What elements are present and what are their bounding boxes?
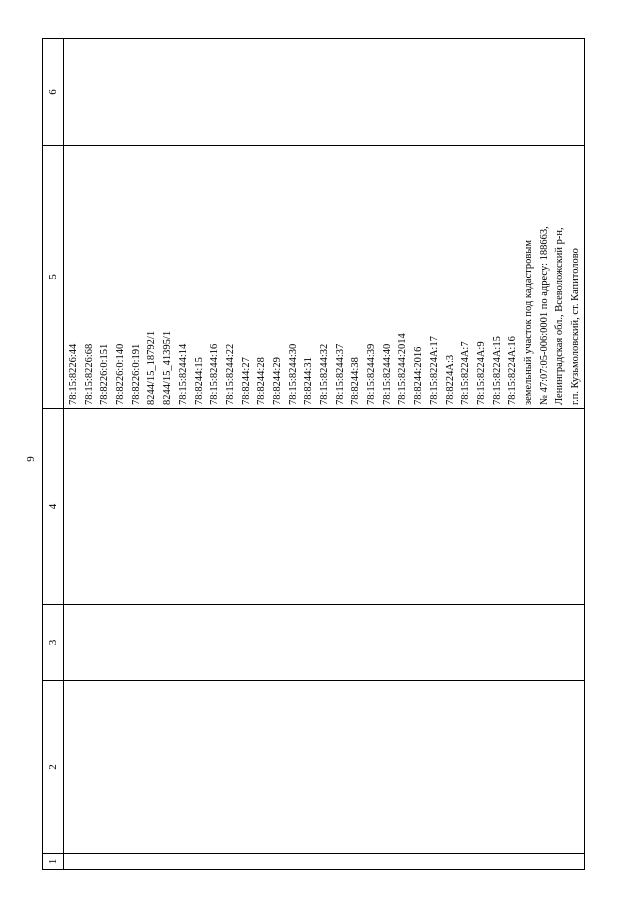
- list-item: 78:15:8224A:9: [475, 341, 487, 405]
- data-table: [42, 38, 585, 870]
- list-item: № 47:07:05-006:0001 по адресу: 188663,: [538, 226, 550, 405]
- list-item: 78:8226:0:151: [99, 343, 111, 405]
- list-item: 78:15:8244:14: [177, 343, 189, 405]
- list-item: 78:15:8224A:16: [507, 336, 519, 405]
- list-item: 78:15:8244:40: [381, 343, 393, 405]
- list-item: Ленинградская обл., Всеволожский р-н,: [554, 227, 566, 405]
- list-item: 78:8244:15: [193, 357, 205, 405]
- page-number: 9: [25, 456, 37, 462]
- list-item: 78:8224A:3: [444, 354, 456, 405]
- list-item: 78:8244:29: [271, 357, 283, 405]
- list-item: 78:8244:27: [240, 357, 252, 405]
- list-item: 78:8244:38: [350, 357, 362, 405]
- column-number-1: 1: [43, 854, 64, 870]
- list-item: г.п. Кузьмоловский, ст. Капитолово: [570, 248, 581, 405]
- list-item: 78:8226:0:140: [115, 343, 127, 405]
- list-item: 78:8244:28: [256, 357, 268, 405]
- cell-col-2: [64, 681, 585, 854]
- column-number-3: 3: [43, 605, 64, 681]
- cell-col-6: [64, 39, 585, 146]
- list-item: 78:15:8226:68: [83, 343, 95, 405]
- column-number-4: 4: [43, 409, 64, 605]
- list-item: 78:15:8244:22: [224, 343, 236, 405]
- cadastral-list: [64, 146, 584, 408]
- list-item: 78:15:8224A:15: [491, 336, 503, 405]
- cell-col-5: [64, 146, 585, 409]
- list-item: 78:15:8244:30: [287, 343, 299, 405]
- cell-col-1: [64, 854, 585, 870]
- column-number-2: 2: [43, 681, 64, 854]
- list-item: 78:8244:31: [303, 357, 315, 405]
- list-item: 78:15:8226:44: [68, 343, 79, 405]
- column-number-6: 6: [43, 39, 64, 146]
- list-item: 78:15:8224A:17: [428, 336, 440, 405]
- list-item: 78:15:8244:37: [334, 343, 346, 405]
- cell-col-4: [64, 409, 585, 605]
- list-item: 8244/15_18792/1: [146, 330, 158, 405]
- table-row: [64, 39, 585, 870]
- list-item: 78:15:8224A:7: [460, 341, 472, 405]
- table-header-row: [43, 39, 64, 870]
- list-item: 78:15:8244:2014: [397, 333, 409, 405]
- list-item: земельный участок под кадастровым: [522, 239, 534, 405]
- list-item: 78:15:8244:39: [366, 343, 378, 405]
- list-item: 78:15:8244:16: [209, 343, 221, 405]
- list-item: 78:15:8244:32: [319, 343, 330, 405]
- rotated-table-wrapper: [42, 45, 582, 870]
- list-item: 78:8226:0:191: [130, 343, 142, 405]
- list-item: 78:8244:2016: [413, 346, 425, 405]
- cell-col-3: [64, 605, 585, 681]
- list-item: 8244/15_41395/1: [162, 330, 174, 405]
- column-number-5: 5: [43, 146, 64, 409]
